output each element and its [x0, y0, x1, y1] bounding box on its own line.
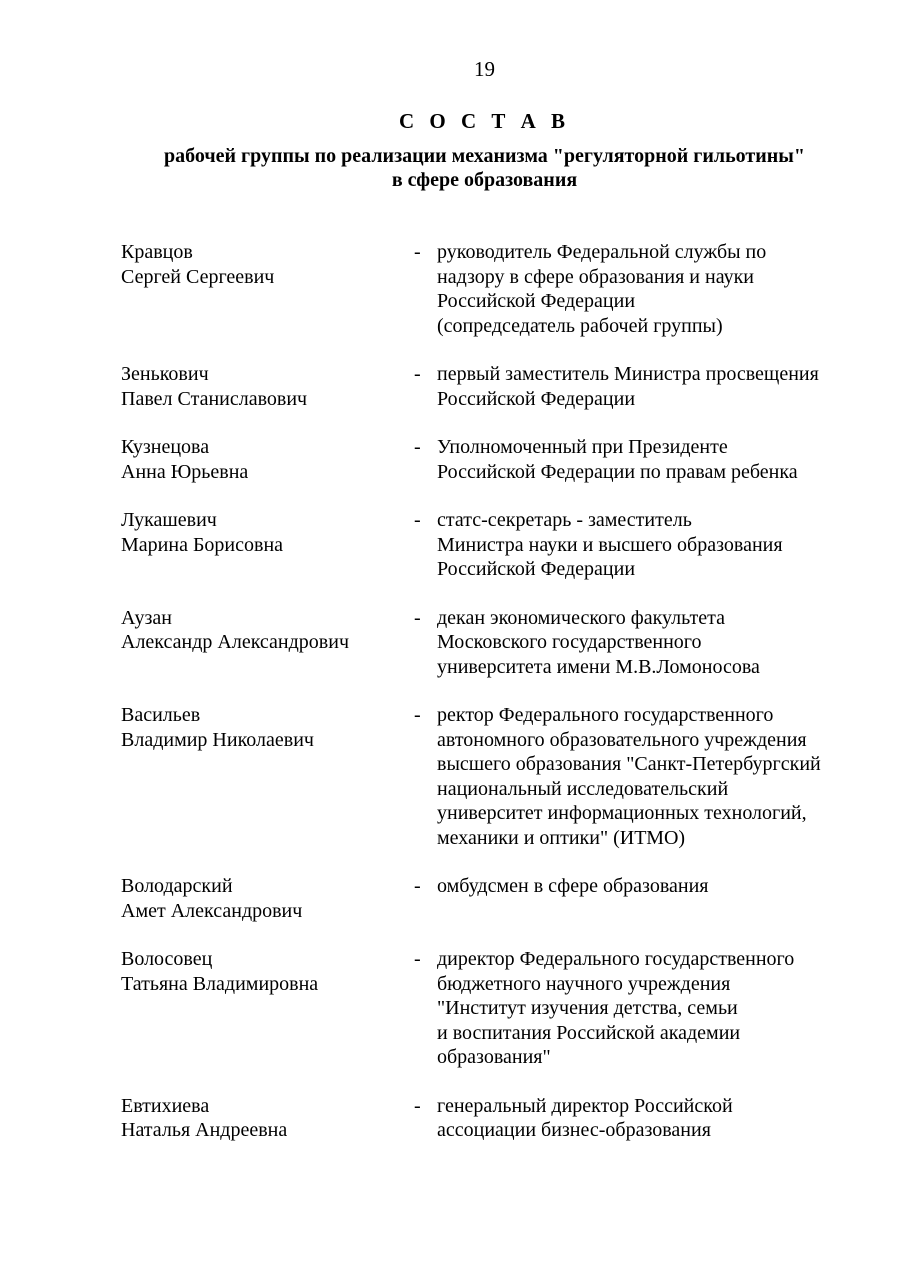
dash-separator: - [414, 704, 421, 726]
member-given-names: Татьяна Владимировна [121, 972, 319, 995]
member-role-line: "Институт изучения детства, семьи [437, 997, 738, 1019]
member-name [121, 435, 406, 484]
dash-separator: - [414, 875, 421, 897]
member-surname: Васильев [121, 704, 201, 726]
member-given-names: Павел Станиславович [121, 387, 308, 410]
member-name [121, 240, 406, 289]
member-row [0, 1094, 904, 1143]
member-role-line: надзору в сфере образования и науки [437, 265, 754, 288]
member-role-line: высшего образования "Санкт-Петербургский [437, 753, 821, 775]
member-name [121, 874, 406, 923]
member-surname: Лукашевич [121, 509, 217, 531]
member-role-line: автономного образовательного учреждения [437, 728, 807, 751]
member-name [121, 606, 406, 655]
member-given-names: Александр Александрович [121, 631, 349, 653]
member-row [0, 947, 904, 1070]
member-role-line: генеральный директор Российской [437, 1094, 733, 1117]
member-role-line: руководитель Федеральной службы по [437, 241, 767, 263]
member-role [437, 947, 897, 1070]
dash-separator: - [414, 241, 421, 263]
member-role-line: Московского государственного [437, 631, 702, 653]
member-role [437, 240, 897, 338]
member-role-line: директор Федерального государственного [437, 948, 795, 970]
subtitle-line: рабочей группы по реализации механизма "регуляторной гильотины" [164, 145, 805, 167]
dash-separator: - [414, 363, 421, 385]
member-role-line: Российской Федерации [437, 558, 636, 580]
member-role-line: декан экономического факультета [437, 606, 725, 629]
document-title: С О С Т А В [398, 109, 571, 133]
member-name [121, 362, 406, 411]
member-surname: Кузнецова [121, 436, 210, 458]
member-surname: Володарский [121, 875, 233, 897]
dash-separator: - [414, 436, 421, 458]
member-role-line: университет информационных технологий, [437, 802, 807, 824]
member-given-names: Сергей Сергеевич [121, 265, 275, 288]
member-role-line: Министра науки и высшего образования [437, 533, 783, 556]
member-row [0, 703, 904, 850]
member-role-line: механики и оптики" (ИТМО) [437, 826, 686, 849]
page-number: 19 [474, 57, 495, 81]
member-role-line: ассоциации бизнес-образования [437, 1119, 711, 1141]
member-role-line: омбудсмен в сфере образования [437, 875, 709, 897]
document-subtitle [0, 144, 904, 192]
member-role-line: ректор Федерального государственного [437, 704, 774, 726]
member-role [437, 1094, 897, 1143]
member-role [437, 703, 897, 850]
subtitle-line: в сфере образования [391, 169, 578, 191]
member-given-names: Наталья Андреевна [121, 1119, 288, 1141]
member-surname: Волосовец [121, 948, 213, 970]
member-name [121, 1094, 406, 1143]
dash-separator: - [414, 1094, 421, 1117]
member-role-line: университета имени М.В.Ломоносова [437, 655, 760, 678]
member-surname: Аузан [121, 606, 172, 629]
member-role-line: Российской Федерации [437, 387, 636, 410]
dash-separator: - [414, 606, 421, 629]
dash-separator: - [414, 509, 421, 531]
member-surname: Евтихиева [121, 1094, 210, 1117]
member-list [0, 240, 904, 1167]
member-given-names: Марина Борисовна [121, 533, 284, 556]
member-role [437, 606, 897, 680]
member-name [121, 947, 406, 996]
member-role-line: и воспитания Российской академии [437, 1021, 741, 1044]
member-row [0, 362, 904, 411]
member-role [437, 435, 897, 484]
member-surname: Кравцов [121, 241, 193, 263]
member-row [0, 435, 904, 484]
member-row [0, 508, 904, 582]
member-name [121, 508, 406, 557]
member-role-line: Российской Федерации [437, 290, 636, 312]
member-role [437, 874, 897, 923]
member-surname: Зенькович [121, 363, 209, 385]
member-name [121, 703, 406, 752]
member-given-names: Амет Александрович [121, 899, 303, 922]
member-role-line: (сопредседатель рабочей группы) [437, 314, 723, 337]
member-role-line: Уполномоченный при Президенте [437, 436, 728, 458]
dash-separator: - [414, 948, 421, 970]
member-given-names: Анна Юрьевна [121, 460, 249, 483]
member-role-line: статс-секретарь - заместитель [437, 509, 692, 531]
member-role-line: Российской Федерации по правам ребенка [437, 460, 798, 483]
member-row [0, 240, 904, 338]
member-role-line: образования" [437, 1046, 551, 1068]
member-row [0, 606, 904, 680]
member-row [0, 874, 904, 923]
member-role-line: первый заместитель Министра просвещения [437, 363, 819, 385]
member-role-line: бюджетного научного учреждения [437, 972, 731, 995]
member-given-names: Владимир Николаевич [121, 728, 314, 751]
member-role [437, 362, 897, 411]
member-role-line: национальный исследовательский [437, 777, 729, 800]
member-role [437, 508, 897, 582]
